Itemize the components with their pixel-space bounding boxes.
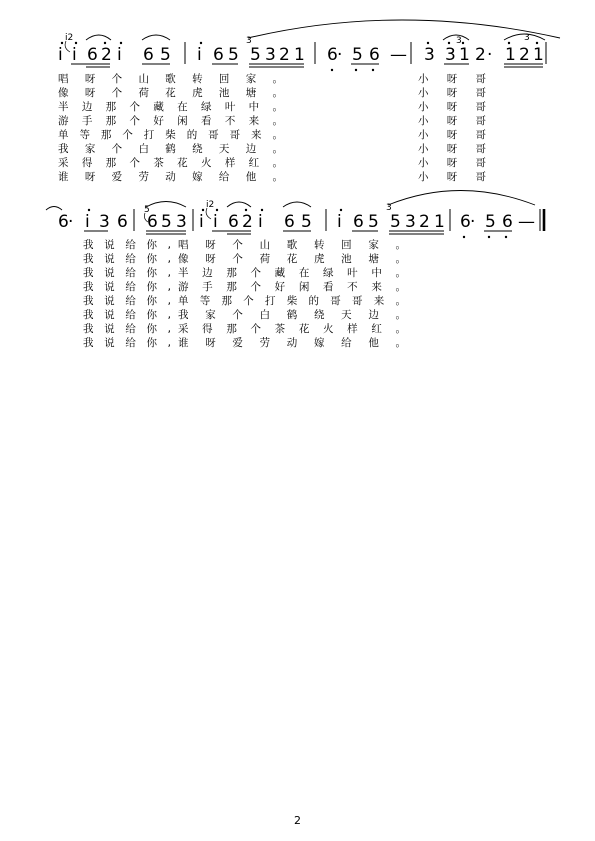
note: i bbox=[197, 45, 202, 65]
lyric-refrain: 我说给你, bbox=[83, 337, 171, 349]
note: 6 bbox=[58, 212, 69, 232]
lyric-line: 像呀个荷花虎池塘。 bbox=[178, 253, 406, 265]
lyric-line: 唱呀个山歌转回家。 bbox=[58, 73, 283, 85]
note: i bbox=[58, 45, 63, 65]
note: 5 bbox=[352, 45, 363, 65]
lyric-line: 半边那个藏在绿叶中。 bbox=[58, 101, 283, 113]
note: i bbox=[337, 212, 342, 232]
note: i bbox=[258, 212, 263, 232]
note: 1 bbox=[294, 45, 305, 65]
note: 2 bbox=[419, 212, 430, 232]
note: 6 bbox=[284, 212, 295, 232]
triplet-mark: 3 bbox=[524, 33, 530, 43]
lyric-line: 半边那个藏在绿叶中。 bbox=[178, 267, 406, 279]
lyric-refrain: 小呀哥 bbox=[418, 73, 486, 85]
note: 5 bbox=[161, 212, 172, 232]
note: 6 bbox=[147, 212, 158, 232]
note: · bbox=[470, 212, 476, 232]
lyric-refrain: 我说给你, bbox=[83, 295, 171, 307]
lyric-line: 游手那个好闲看不来。 bbox=[178, 281, 406, 293]
note: 3 bbox=[405, 212, 416, 232]
note: 6 bbox=[228, 212, 239, 232]
system2-slurs bbox=[46, 191, 535, 211]
note: 3 bbox=[445, 45, 456, 65]
note: 5 bbox=[228, 45, 239, 65]
note: 6 bbox=[87, 45, 98, 65]
lyric-refrain: 我说给你, bbox=[83, 239, 171, 251]
note: 3 bbox=[265, 45, 276, 65]
lyric-line: 游手那个好闲看不来。 bbox=[58, 115, 283, 127]
note: i bbox=[85, 212, 90, 232]
lyric-line: 单等那个打柴的哥哥来。 bbox=[178, 295, 406, 307]
lyric-refrain: 小呀哥 bbox=[418, 143, 486, 155]
grace-note: i2 bbox=[206, 200, 215, 210]
lyric-line: 我家个白鹤绕天边。 bbox=[58, 143, 283, 155]
note: 6 bbox=[117, 212, 128, 232]
lyric-line: 采得那个茶花火样红。 bbox=[178, 323, 406, 335]
note: i bbox=[213, 212, 218, 232]
triplet-mark: 3 bbox=[456, 36, 462, 46]
page-number: 2 bbox=[294, 814, 301, 827]
note: 6 bbox=[143, 45, 154, 65]
system1-underlines bbox=[71, 64, 543, 67]
note: 5 bbox=[368, 212, 379, 232]
note: 1 bbox=[434, 212, 445, 232]
note: 6 bbox=[502, 212, 513, 232]
note: — bbox=[518, 212, 535, 232]
system1-slurs bbox=[86, 20, 560, 40]
lyric-refrain: 小呀哥 bbox=[418, 171, 486, 183]
system2-lyrics bbox=[83, 238, 406, 349]
note: 2 bbox=[242, 212, 253, 232]
note: 5 bbox=[390, 212, 401, 232]
note: 5 bbox=[250, 45, 261, 65]
note: 5 bbox=[301, 212, 312, 232]
note: 2 bbox=[519, 45, 530, 65]
triplet-mark: 3 bbox=[246, 36, 252, 46]
note: i bbox=[117, 45, 122, 65]
lyric-refrain: 我说给你, bbox=[83, 323, 171, 335]
note: · bbox=[68, 212, 74, 232]
note: 1 bbox=[533, 45, 544, 65]
note: 6 bbox=[353, 212, 364, 232]
system2-underlines bbox=[84, 231, 512, 234]
note: — bbox=[390, 45, 407, 65]
note: i bbox=[72, 45, 77, 65]
lyric-line: 我家个白鹤绕天边。 bbox=[178, 309, 406, 321]
note: 2 bbox=[101, 45, 112, 65]
system1-notes bbox=[58, 45, 544, 65]
note: 2 bbox=[475, 45, 486, 65]
lyric-line: 谁呀爱劳动嫁给他。 bbox=[58, 171, 283, 183]
note: 5 bbox=[485, 212, 496, 232]
note: · bbox=[337, 45, 343, 65]
note: 3 bbox=[424, 45, 435, 65]
note: 3 bbox=[99, 212, 110, 232]
lyric-line: 采得那个茶花火样红。 bbox=[58, 157, 283, 169]
lyric-line: 唱呀个山歌转回家。 bbox=[178, 239, 406, 251]
lyric-line: 谁呀爱劳动嫁给他。 bbox=[178, 337, 406, 349]
lyric-refrain: 我说给你, bbox=[83, 253, 171, 265]
lyric-refrain: 我说给你, bbox=[83, 281, 171, 293]
note: 6 bbox=[460, 212, 471, 232]
lyric-refrain: 小呀哥 bbox=[418, 87, 486, 99]
note: 6 bbox=[213, 45, 224, 65]
note: i bbox=[199, 212, 204, 232]
note: 5 bbox=[160, 45, 171, 65]
system1-lyrics bbox=[58, 72, 487, 183]
lyric-refrain: 小呀哥 bbox=[418, 157, 486, 169]
note: 3 bbox=[176, 212, 187, 232]
grace-note: 5 bbox=[144, 205, 150, 215]
lyric-line: 单等那个打柴的哥哥来。 bbox=[58, 129, 283, 141]
lyric-refrain: 小呀哥 bbox=[418, 129, 486, 141]
note: 1 bbox=[459, 45, 470, 65]
note: · bbox=[487, 45, 493, 65]
lyric-refrain: 小呀哥 bbox=[418, 115, 486, 127]
system2-notes bbox=[58, 212, 535, 232]
lyric-line: 像呀个荷花虎池塘。 bbox=[58, 87, 283, 99]
lyric-refrain: 小呀哥 bbox=[418, 101, 486, 113]
triplet-mark: 3 bbox=[386, 203, 392, 213]
note: 2 bbox=[279, 45, 290, 65]
lyric-refrain: 我说给你, bbox=[83, 267, 171, 279]
note: 6 bbox=[327, 45, 338, 65]
note: 6 bbox=[369, 45, 380, 65]
lyric-refrain: 我说给你, bbox=[83, 309, 171, 321]
note: 1 bbox=[505, 45, 516, 65]
grace-note: i2 bbox=[65, 33, 74, 43]
